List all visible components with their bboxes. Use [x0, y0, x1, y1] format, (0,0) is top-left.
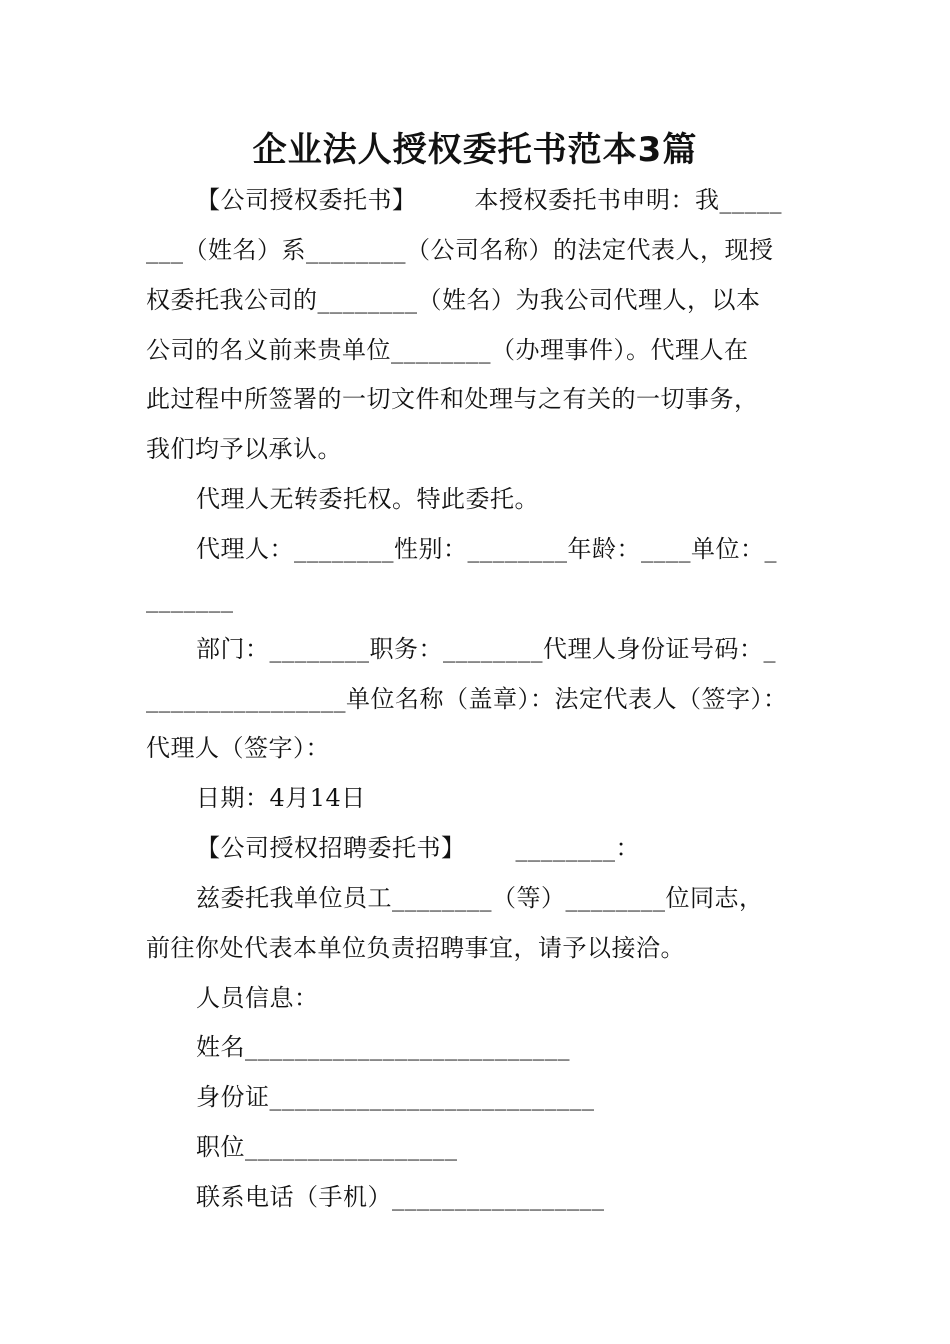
section-heading: 【公司授权招聘委托书】: [196, 834, 466, 862]
form-line-department: 部门：________职务：________代理人身份证号码：_: [196, 635, 776, 663]
paragraph-line: 人员信息：: [196, 984, 319, 1012]
paragraph-line: 兹委托我单位员工________（等）________位同志，: [196, 884, 764, 912]
paragraph-line: 代理人无转委托权。特此委托。: [196, 485, 539, 513]
form-line-id: 身份证__________________________: [196, 1083, 595, 1111]
paragraph-line: 公司的名义前来贵单位________（办理事件）。代理人在: [146, 336, 749, 364]
line-text: ________：: [515, 834, 640, 862]
paragraph-line: 我们均予以承认。: [146, 435, 342, 463]
section-heading: 【公司授权委托书】: [196, 186, 417, 214]
paragraph-line: 此过程中所签署的一切文件和处理与之有关的一切事务，: [146, 385, 759, 413]
paragraph-line: [196, 832, 876, 864]
form-line-position: 职位_________________: [196, 1133, 458, 1161]
line-text: 本授权委托书申明：我_____: [474, 186, 782, 214]
date-line: 日期：4月14日: [196, 784, 366, 812]
form-line-name: 姓名__________________________: [196, 1033, 570, 1061]
form-line-phone: 联系电话（手机）_________________: [196, 1183, 605, 1211]
paragraph-line: 权委托我公司的________（姓名）为我公司代理人，以本: [146, 286, 761, 314]
form-line-agent: 代理人：________性别：________年龄：____单位：_: [196, 535, 777, 563]
document-title: 企业法人授权委托书范本3篇: [252, 130, 698, 170]
form-line-continuation: _______: [146, 585, 234, 613]
paragraph-line: 前往你处代表本单位负责招聘事宜，请予以接洽。: [146, 934, 685, 962]
paragraph-line: ___（姓名）系________（公司名称）的法定代表人，现授: [146, 236, 774, 264]
form-line-signature: ________________单位名称（盖章）：法定代表人（签字）：: [146, 685, 788, 713]
form-line-agent-signature: 代理人（签字）：: [146, 734, 330, 762]
paragraph-line: [196, 184, 876, 216]
